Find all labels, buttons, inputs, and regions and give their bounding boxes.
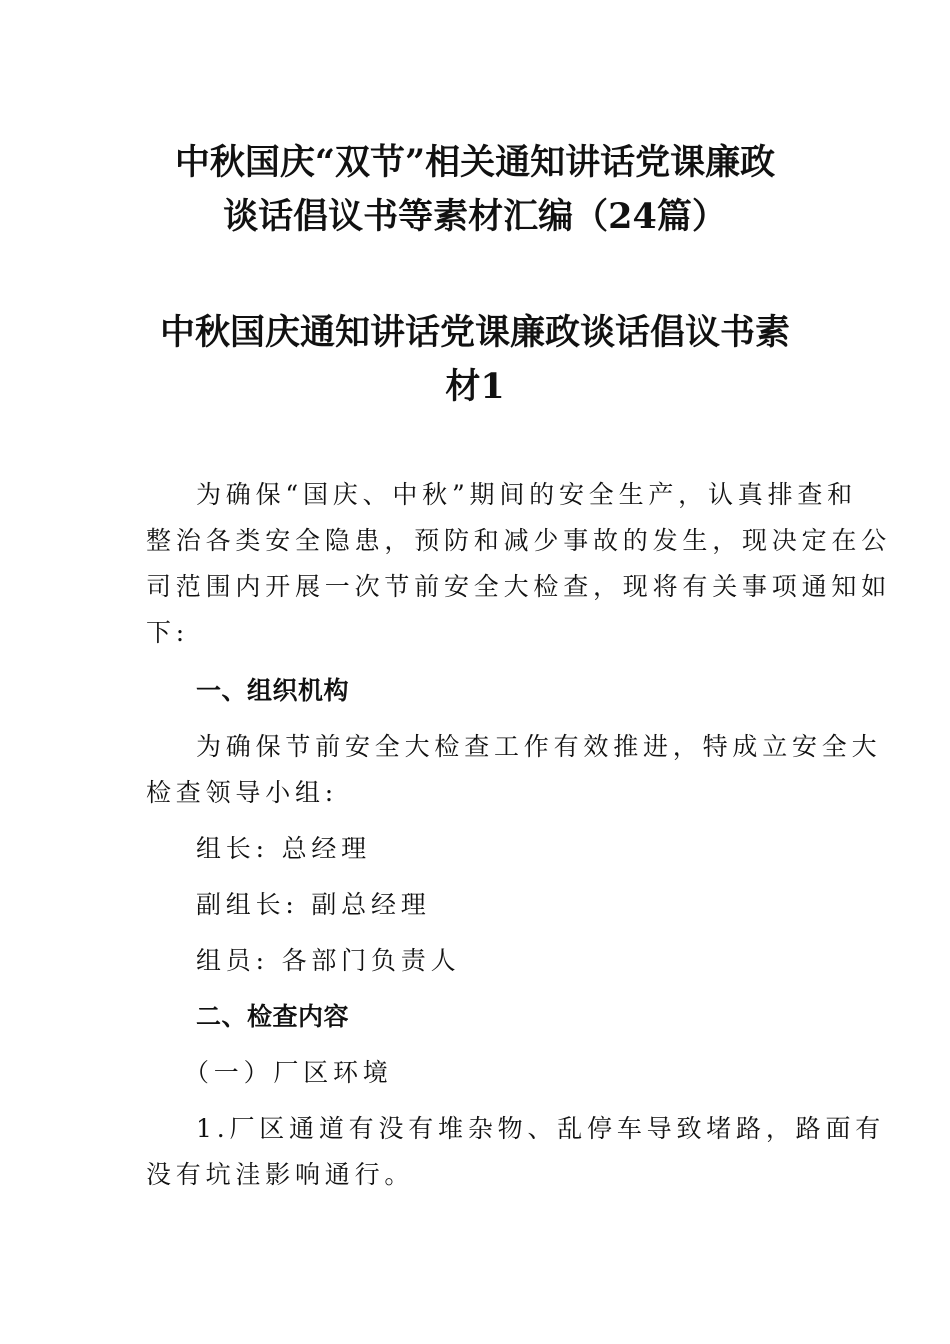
section-title [120,306,830,414]
section-title-line-2: 材1 [445,366,505,407]
members-line: 组员: 各部门负责人 [196,946,461,975]
section-1-heading: 一、组织机构 [196,676,350,705]
section-1-paragraph-line-1: 为确保节前安全大检查工作有效推进，特成立安全大 [196,732,882,761]
deputy-leader-line: 副组长: 副总经理 [196,890,431,919]
intro-paragraph-line-3: 司范围内开展一次节前安全大检查，现将有关事项通知如 [146,572,892,601]
intro-paragraph-line-2: 整治各类安全隐患，预防和减少事故的发生，现决定在公 [146,526,892,555]
section-1-paragraph-line-2: 检查领导小组: [146,778,339,807]
leader-line: 组长: 总经理 [196,834,371,863]
item-1-line-1: 1.厂区通道有没有堆杂物、乱停车导致堵路，路面有 [196,1114,886,1143]
section-title-line-1: 中秋国庆通知讲话党课廉政谈话倡议书素 [159,312,790,353]
intro-paragraph-line-4: 下: [146,618,190,647]
section-2-heading: 二、检查内容 [196,1002,350,1031]
document-title-line-1: 中秋国庆“双节”相关通知讲话党课廉政 [174,142,776,183]
subsection-1-heading: （一）厂区环境 [184,1058,393,1087]
intro-paragraph-line-1: 为确保“国庆、中秋”期间的安全生产，认真排查和 [196,480,857,509]
item-1-line-2: 没有坑洼影响通行。 [146,1160,415,1189]
document-title [120,136,830,244]
document-title-line-2: 谈话倡议书等素材汇编（24篇） [223,196,727,237]
